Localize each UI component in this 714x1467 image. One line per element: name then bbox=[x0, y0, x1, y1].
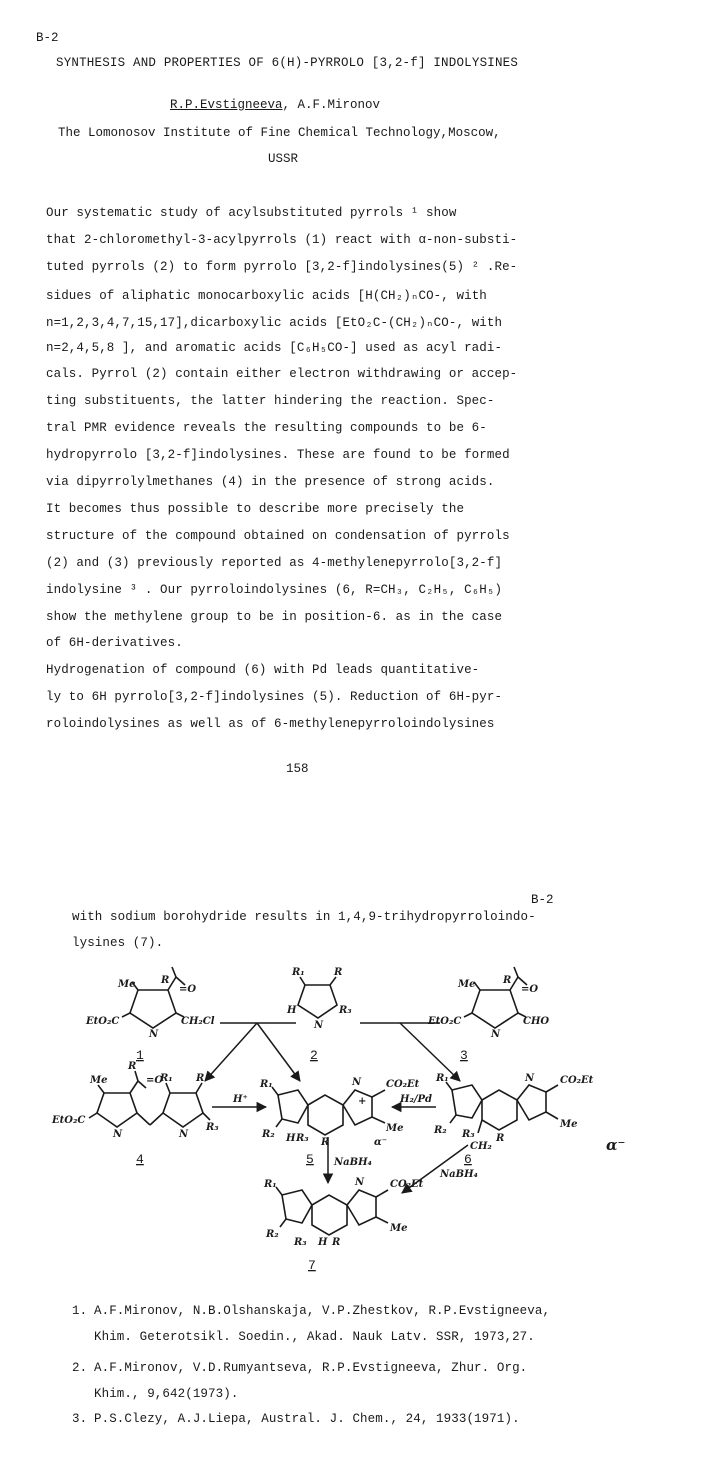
body-line: structure of the compound obtained on condensation of pyrrols bbox=[46, 528, 510, 543]
reaction-arrow bbox=[257, 1023, 300, 1081]
body-line: of 6H-derivatives. bbox=[46, 636, 183, 651]
compound-label-3: 3 bbox=[460, 1048, 468, 1063]
compound-label-1: 1 bbox=[136, 1048, 144, 1063]
label-me: Me bbox=[386, 1123, 404, 1134]
label-r1: R₁ bbox=[160, 1073, 173, 1084]
label-r3: R₃ bbox=[206, 1122, 219, 1133]
label-r1: R₁ bbox=[292, 967, 305, 978]
body-line: hydropyrrolo [3,2-f]indolysines. These are found to be formed bbox=[46, 448, 510, 463]
body-line: ting substituents, the latter hindering the reaction. Spec- bbox=[46, 394, 495, 409]
label-me: Me bbox=[90, 1075, 108, 1086]
label-me: Me bbox=[458, 979, 476, 990]
reagent-nabh4: NaBH₄ bbox=[440, 1169, 478, 1180]
compound-label-2: 2 bbox=[310, 1048, 318, 1063]
label-r: R bbox=[196, 1073, 205, 1084]
reaction-arrow bbox=[400, 1023, 460, 1081]
body-line: via dipyrrolylmethanes (4) in the presence of strong acids. bbox=[46, 475, 495, 489]
second-author: , A.F.Mironov bbox=[282, 98, 381, 112]
authors bbox=[170, 98, 380, 112]
label-h: H bbox=[287, 1005, 297, 1016]
label-plus: + bbox=[358, 1096, 367, 1107]
reagent-h2-pd: H₂/Pd bbox=[400, 1094, 432, 1105]
reference-line: A.F.Mironov, N.B.Olshanskaja, V.P.Zhestkov, R.P.Evstigneeva, bbox=[94, 1304, 551, 1318]
reaction-arrow bbox=[205, 1023, 257, 1081]
body-line: It becomes thus possible to describe more precisely the bbox=[46, 501, 465, 516]
label-r1: R₁ bbox=[264, 1179, 277, 1190]
reference-line: Khim., 9,642(1973). bbox=[94, 1387, 239, 1401]
compound-7-structure bbox=[276, 1187, 388, 1235]
body-line: tral PMR evidence reveals the resulting compounds to be 6- bbox=[46, 421, 487, 436]
label-r3: R₃ bbox=[296, 1133, 309, 1144]
label-r: R bbox=[503, 975, 512, 986]
body-line: lysines (7). bbox=[72, 936, 164, 950]
reference-line: Khim. Geterotsikl. Soedin., Akad. Nauk Latv. SSR, 1973,27. bbox=[94, 1330, 535, 1344]
label-nh: N bbox=[525, 1073, 535, 1084]
body-line: roloindolysines as well as of 6-methylenepyrroloindolysines bbox=[46, 717, 495, 732]
institute: The Lomonosov Institute of Fine Chemical Technology,Moscow, bbox=[58, 126, 501, 140]
label-me: Me bbox=[118, 979, 136, 990]
reagent-acid: H⁺ bbox=[233, 1094, 248, 1105]
body-line: sidues of aliphatic monocarboxylic acids [H(CH₂)ₙCO-, with bbox=[46, 288, 487, 303]
reference-number: 2. bbox=[72, 1361, 88, 1375]
label-r2: R₂ bbox=[266, 1229, 279, 1240]
label-oxo: =O bbox=[521, 984, 539, 995]
label-me: Me bbox=[390, 1223, 408, 1234]
label-r: R bbox=[332, 1237, 341, 1248]
label-anion: α⁻ bbox=[374, 1137, 387, 1148]
label-r1: R₁ bbox=[436, 1073, 449, 1084]
body-line: Our systematic study of acylsubstituted pyrrols ¹ show bbox=[46, 206, 457, 220]
body-line: Hydrogenation of compound (6) with Pd leads quantitative- bbox=[46, 663, 480, 678]
page-code: B-2 bbox=[36, 31, 59, 45]
label-ch2cl: CH₂Cl bbox=[181, 1016, 215, 1027]
body-line: tuted pyrrols (2) to form pyrrolo [3,2-f]indolysines(5) ² .Re- bbox=[46, 259, 518, 274]
label-nh: N bbox=[491, 1029, 501, 1040]
country: USSR bbox=[268, 152, 299, 166]
body-line: n=1,2,3,4,7,15,17],dicarboxylic acids [EtO₂C-(CH₂)ₙCO-, with bbox=[46, 315, 503, 330]
label-co2et: CO₂Et bbox=[390, 1179, 424, 1190]
reaction-scheme bbox=[0, 955, 714, 1285]
label-r3: R₃ bbox=[462, 1129, 475, 1140]
reference-number: 3. bbox=[72, 1412, 88, 1426]
label-nh: N bbox=[314, 1020, 324, 1031]
label-cho: CHO bbox=[523, 1016, 550, 1027]
label-r: R bbox=[128, 1061, 137, 1072]
compound-label-6: 6 bbox=[464, 1152, 472, 1167]
label-r: R bbox=[321, 1137, 330, 1148]
compound-3-structure bbox=[464, 967, 527, 1028]
label-co2et: CO₂Et bbox=[560, 1075, 594, 1086]
body-line: indolysine ³ . Our pyrroloindolysines (6, R=CH₃, C₂H₅, C₆H₅) bbox=[46, 582, 503, 597]
body-line: show the methylene group to be in position-6. as in the case bbox=[46, 609, 503, 624]
reference-number: 1. bbox=[72, 1304, 88, 1318]
label-nh: N bbox=[355, 1177, 365, 1188]
compound-6-structure bbox=[446, 1082, 558, 1133]
label-h: H bbox=[318, 1237, 328, 1248]
label-r1: R₁ bbox=[260, 1079, 273, 1090]
compound-label-5: 5 bbox=[306, 1152, 314, 1167]
page-number: 158 bbox=[286, 762, 309, 776]
label-eto2c: EtO₂C bbox=[428, 1016, 462, 1027]
label-r3: R₃ bbox=[339, 1005, 352, 1016]
label-anion: α⁻ bbox=[606, 1136, 626, 1154]
label-oxo: =O bbox=[179, 984, 197, 995]
first-author: R.P.Evstigneeva bbox=[170, 98, 283, 112]
label-h: H bbox=[286, 1133, 296, 1144]
label-r3: R₃ bbox=[294, 1237, 307, 1248]
label-nh: N bbox=[113, 1129, 123, 1140]
label-oxo: =O bbox=[146, 1075, 164, 1086]
label-r2: R₂ bbox=[434, 1125, 447, 1136]
label-nh: N bbox=[352, 1077, 362, 1088]
label-eto2c: EtO₂C bbox=[52, 1115, 86, 1126]
reagent-nabh4: NaBH₄ bbox=[334, 1157, 372, 1168]
reference-line: A.F.Mironov, V.D.Rumyantseva, R.P.Evstigneeva, Zhur. Org. bbox=[94, 1361, 528, 1375]
paper-title: SYNTHESIS AND PROPERTIES OF 6(H)-PYRROLO [3,2-f] INDOLYSINES bbox=[56, 56, 519, 70]
compound-label-7: 7 bbox=[308, 1258, 316, 1273]
body-line: ly to 6H pyrrolo[3,2-f]indolysines (5). Reduction of 6H-pyr- bbox=[46, 690, 503, 705]
label-r: R bbox=[496, 1133, 505, 1144]
label-r2: R₂ bbox=[262, 1129, 275, 1140]
body-line: with sodium borohydride results in 1,4,9-trihydropyrroloindo- bbox=[72, 910, 536, 924]
body-line: n=2,4,5,8 ], and aromatic acids [C₆H₅CO-] used as acyl radi- bbox=[46, 340, 503, 355]
label-nh: N bbox=[149, 1029, 159, 1040]
compound-1-structure bbox=[122, 967, 185, 1028]
label-me: Me bbox=[560, 1119, 578, 1130]
label-r: R bbox=[334, 967, 343, 978]
label-eto2c: EtO₂C bbox=[86, 1016, 120, 1027]
compound-label-4: 4 bbox=[136, 1152, 144, 1167]
compound-2-structure bbox=[298, 977, 337, 1018]
reference-line: P.S.Clezy, A.J.Liepa, Austral. J. Chem., 24, 1933(1971). bbox=[94, 1412, 520, 1426]
compound-5-structure bbox=[272, 1087, 385, 1135]
body-line: cals. Pyrrol (2) contain either electron withdrawing or accep- bbox=[46, 367, 518, 382]
label-nh: N bbox=[179, 1129, 189, 1140]
body-line: (2) and (3) previously reported as 4-methylenepyrrolo[3,2-f] bbox=[46, 555, 503, 570]
label-co2et: CO₂Et bbox=[386, 1079, 420, 1090]
label-r: R bbox=[161, 975, 170, 986]
body-line: that 2-chloromethyl-3-acylpyrrols (1) react with α-non-substi- bbox=[46, 232, 518, 247]
label-ch2: CH₂ bbox=[470, 1141, 492, 1152]
page2-code: B-2 bbox=[531, 893, 554, 907]
